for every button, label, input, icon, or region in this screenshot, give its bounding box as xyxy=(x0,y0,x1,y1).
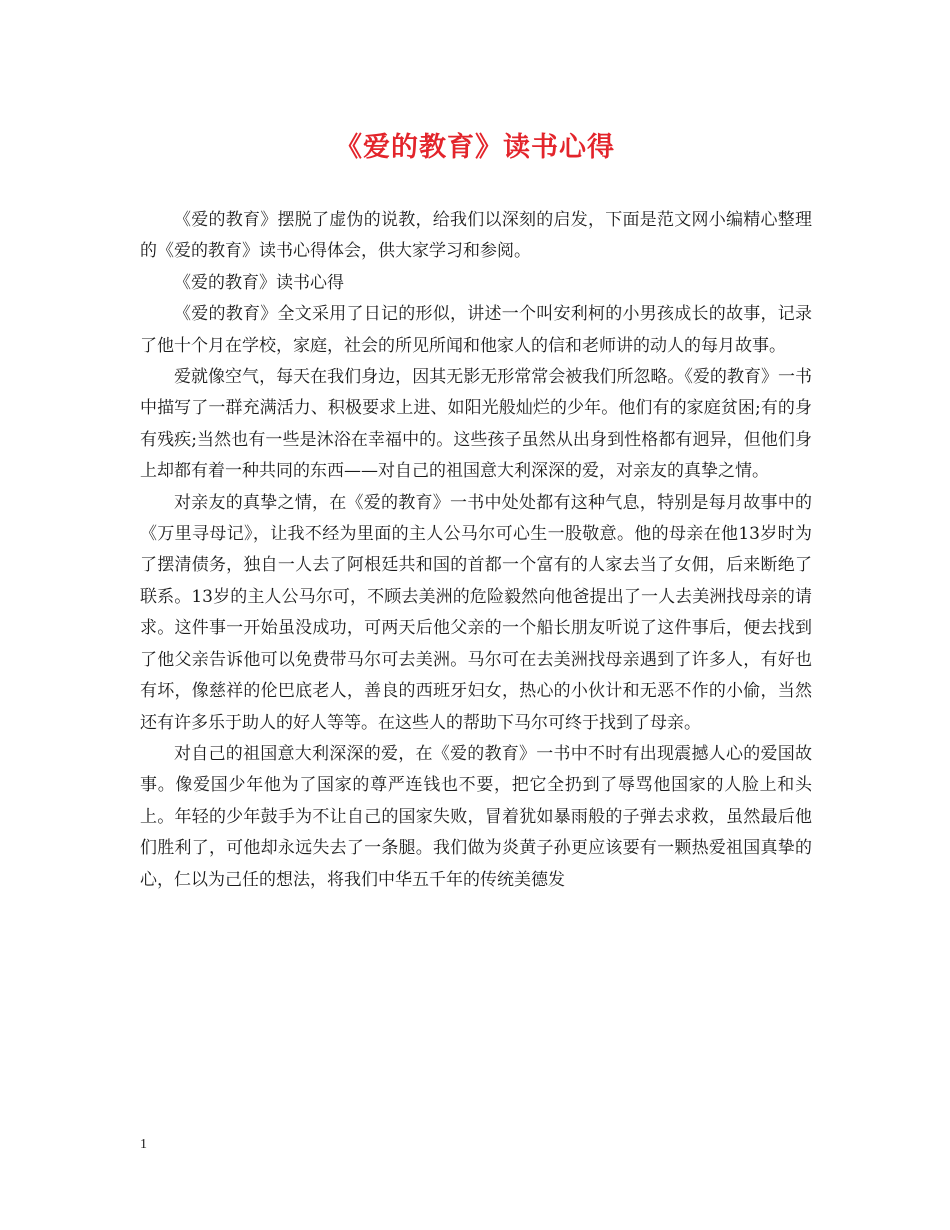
document-title: 《爱的教育》读书心得 xyxy=(335,132,615,163)
paragraph-intro: 《爱的教育》摆脱了虚伪的说教，给我们以深刻的启发，下面是范文网小编精心整理的《爱的教育》读书心得体会，供大家学习和参阅。 xyxy=(140,210,812,262)
document-body xyxy=(140,205,812,896)
paragraph-family-affection: 对亲友的真挚之情，在《爱的教育》一书中处处都有这种气息，特别是每月故事中的《万里寻母记》，让我不经为里面的主人公马尔可心生一股敬意。他的母亲在他13岁时为了摆清债务，独自一人去了阿根廷共和国的首都一个富有的人家去当了女佣，后来断绝了联系。13岁的主人公马尔可，不顾去美洲的危险毅然向他爸提出了一人去美洲找母亲的请求。这件事一开始虽没成功，可两天后他父亲的一个船长朋友听说了这件事后，便去找到了他父亲告诉他可以免费带马尔可去美洲。马尔可在去美洲找母亲遇到了许多人，有好也有坏，像慈祥的伦巴底老人，善良的西班牙妇女，热心的小伙计和无恶不作的小偷，当然还有许多乐于助人的好人等等。在这些人的帮助下马尔可终于找到了母亲。 xyxy=(140,492,812,733)
paragraph-patriotism: 对自己的祖国意大利深深的爱，在《爱的教育》一书中不时有出现震撼人心的爱国故事。像爱国少年他为了国家的尊严连钱也不要，把它全扔到了辱骂他国家的人脸上和头上。年轻的少年鼓手为不让自己的国家失败，冒着犹如暴雨般的子弹去求救，虽然最后他们胜利了，可他却永远失去了一条腿。我们做为炎黄子孙更应该要有一颗热爱祖国真挚的心，仁以为己任的想法，将我们中华五千年的传统美德发 xyxy=(140,743,812,890)
page-number: 1 xyxy=(140,1137,147,1152)
paragraph-summary: 《爱的教育》全文采用了日记的形似，讲述一个叫安利柯的小男孩成长的故事，记录了他十个月在学校，家庭，社会的所见所闻和他家人的信和老师讲的动人的每月故事。 xyxy=(140,304,812,356)
paragraph-love-like-air: 爱就像空气，每天在我们身边，因其无影无形常常会被我们所忽略。《爱的教育》一书中描写了一群充满活力、积极要求上进、如阳光般灿烂的少年。他们有的家庭贫困;有的身有残疾;当然也有一些是沐浴在幸福中的。这些孩子虽然从出身到性格都有迥异，但他们身上却都有着一种共同的东西——对自己的祖国意大利深深的爱，对亲友的真挚之情。 xyxy=(140,367,812,482)
paragraph-subheading: 《爱的教育》读书心得 xyxy=(174,272,344,293)
